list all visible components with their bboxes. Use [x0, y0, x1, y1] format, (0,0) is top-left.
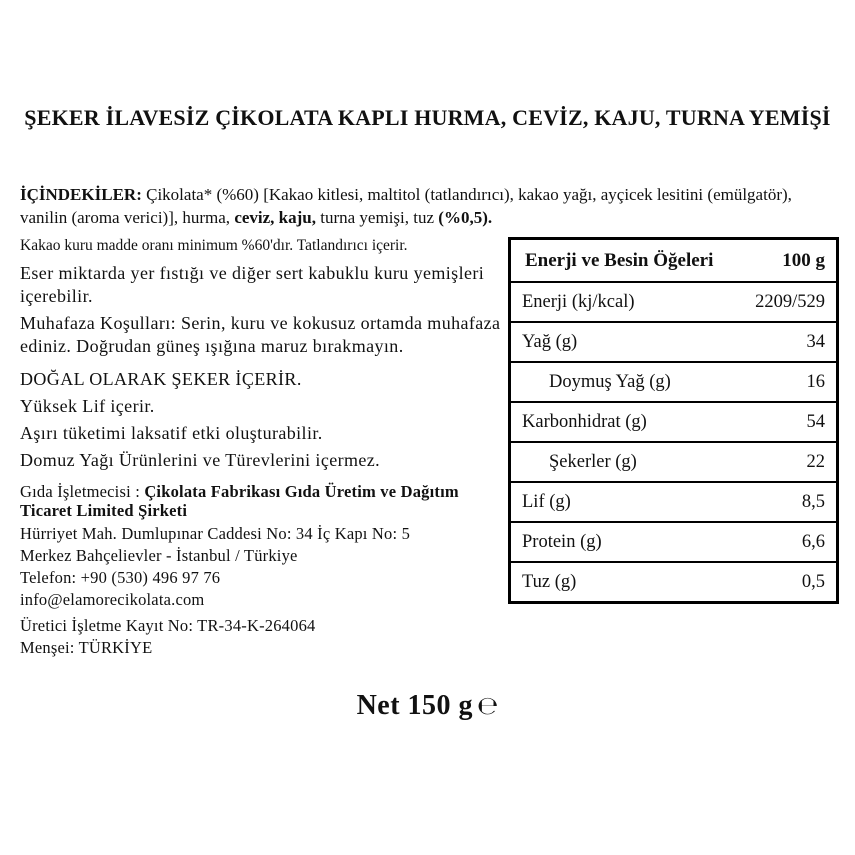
nutrient-value: 6,6	[747, 522, 838, 562]
nutrient-label: Doymuş Yağ (g)	[510, 362, 747, 402]
laxative-note: Aşırı tüketimi laksatif etki oluşturabilir.	[20, 423, 323, 443]
nutrient-label: Lif (g)	[510, 482, 747, 522]
product-title: ŞEKER İLAVESİZ ÇİKOLATA KAPLI HURMA, CEVİZ, KAJU, TURNA YEMİŞİ	[24, 105, 831, 130]
nutrient-value: 2209/529	[747, 282, 838, 322]
nutrition-header-row	[510, 239, 838, 283]
nutrition-header-label: Enerji ve Besin Öğeleri	[525, 250, 714, 271]
nutrient-label: Enerji (kj/kcal)	[510, 282, 747, 322]
nutrition-row	[510, 482, 838, 522]
nutrient-label: Karbonhidrat (g)	[510, 402, 747, 442]
address-line-2: Merkez Bahçelievler - İstanbul / Türkiye	[20, 546, 298, 565]
fiber-note: Yüksek Lif içerir.	[20, 396, 155, 416]
address-line-1: Hürriyet Mah. Dumlupınar Caddesi No: 34 İç Kapı No: 5	[20, 524, 411, 543]
trace-allergen-note: Eser miktarda yer fıstığı ve diğer sert kabuklu kuru yemişleri içerebilir.	[20, 263, 485, 306]
nutrient-label: Tuz (g)	[510, 562, 747, 603]
nutrition-table-container	[508, 237, 839, 604]
natural-sugar-note: DOĞAL OLARAK ŞEKER İÇERİR.	[20, 369, 302, 389]
net-weight	[0, 690, 855, 722]
nutrition-row	[510, 442, 838, 482]
left-column	[20, 236, 512, 661]
nutrient-value: 22	[747, 442, 838, 482]
origin-line: Menşei: TÜRKİYE	[20, 638, 153, 657]
nutrient-label: Şekerler (g)	[510, 442, 747, 482]
nutrient-value: 54	[747, 402, 838, 442]
nutrient-label: Yağ (g)	[510, 322, 747, 362]
email-line: info@elamorecikolata.com	[20, 590, 205, 609]
cocoa-solids-note: Kakao kuru madde oranı minimum %60'dır. Tatlandırıcı içerir.	[20, 237, 408, 254]
nutrient-label: Protein (g)	[510, 522, 747, 562]
nutrition-row	[510, 562, 838, 603]
nutrition-row	[510, 402, 838, 442]
nutrition-row	[510, 282, 838, 322]
nutrition-header-amount: 100 g	[782, 250, 825, 271]
ingredients-label: İÇİNDEKİLER:	[20, 185, 142, 204]
ingredients-text-2: turna yemişi, tuz	[316, 208, 439, 227]
net-weight-text: Net 150 g	[356, 690, 474, 721]
nutrient-value: 8,5	[747, 482, 838, 522]
nutrient-value: 34	[747, 322, 838, 362]
ingredients-bold-nuts: ceviz, kaju,	[234, 208, 316, 227]
food-operator-label: Gıda İşletmecisi :	[20, 482, 145, 501]
ingredients-paragraph	[20, 183, 838, 229]
storage-conditions-note: Muhafaza Koşulları: Serin, kuru ve kokusuz ortamda muhafaza ediniz. Doğrudan güneş ışığına maruz bırakmayın.	[20, 313, 501, 356]
phone-line: Telefon: +90 (530) 496 97 76	[20, 568, 221, 587]
ingredients-bold-salt-pct: (%0,5).	[438, 208, 493, 227]
nutrition-row	[510, 522, 838, 562]
ingredients-text-1: Çikolata* (%60) [Kakao kitlesi, maltitol (tatlandırıcı), kakao yağı, ayçicek lesitini (emülgatör), vanilin (aroma verici)], hurma,	[20, 185, 792, 227]
food-operator-name: Çikolata Fabrikası Gıda Üretim ve Dağıtım Ticaret Limited Şirketi	[20, 482, 459, 520]
nutrition-row	[510, 362, 838, 402]
pork-free-note: Domuz Yağı Ürünlerini ve Türevlerini içermez.	[20, 450, 381, 470]
nutrient-value: 0,5	[747, 562, 838, 603]
nutrition-table	[508, 237, 839, 604]
nutrition-row	[510, 322, 838, 362]
registration-number-line: Üretici İşletme Kayıt No: TR-34-K-264064	[20, 616, 316, 635]
estimated-sign: ℮	[477, 691, 499, 720]
nutrient-value: 16	[747, 362, 838, 402]
food-operator-line	[20, 482, 512, 520]
